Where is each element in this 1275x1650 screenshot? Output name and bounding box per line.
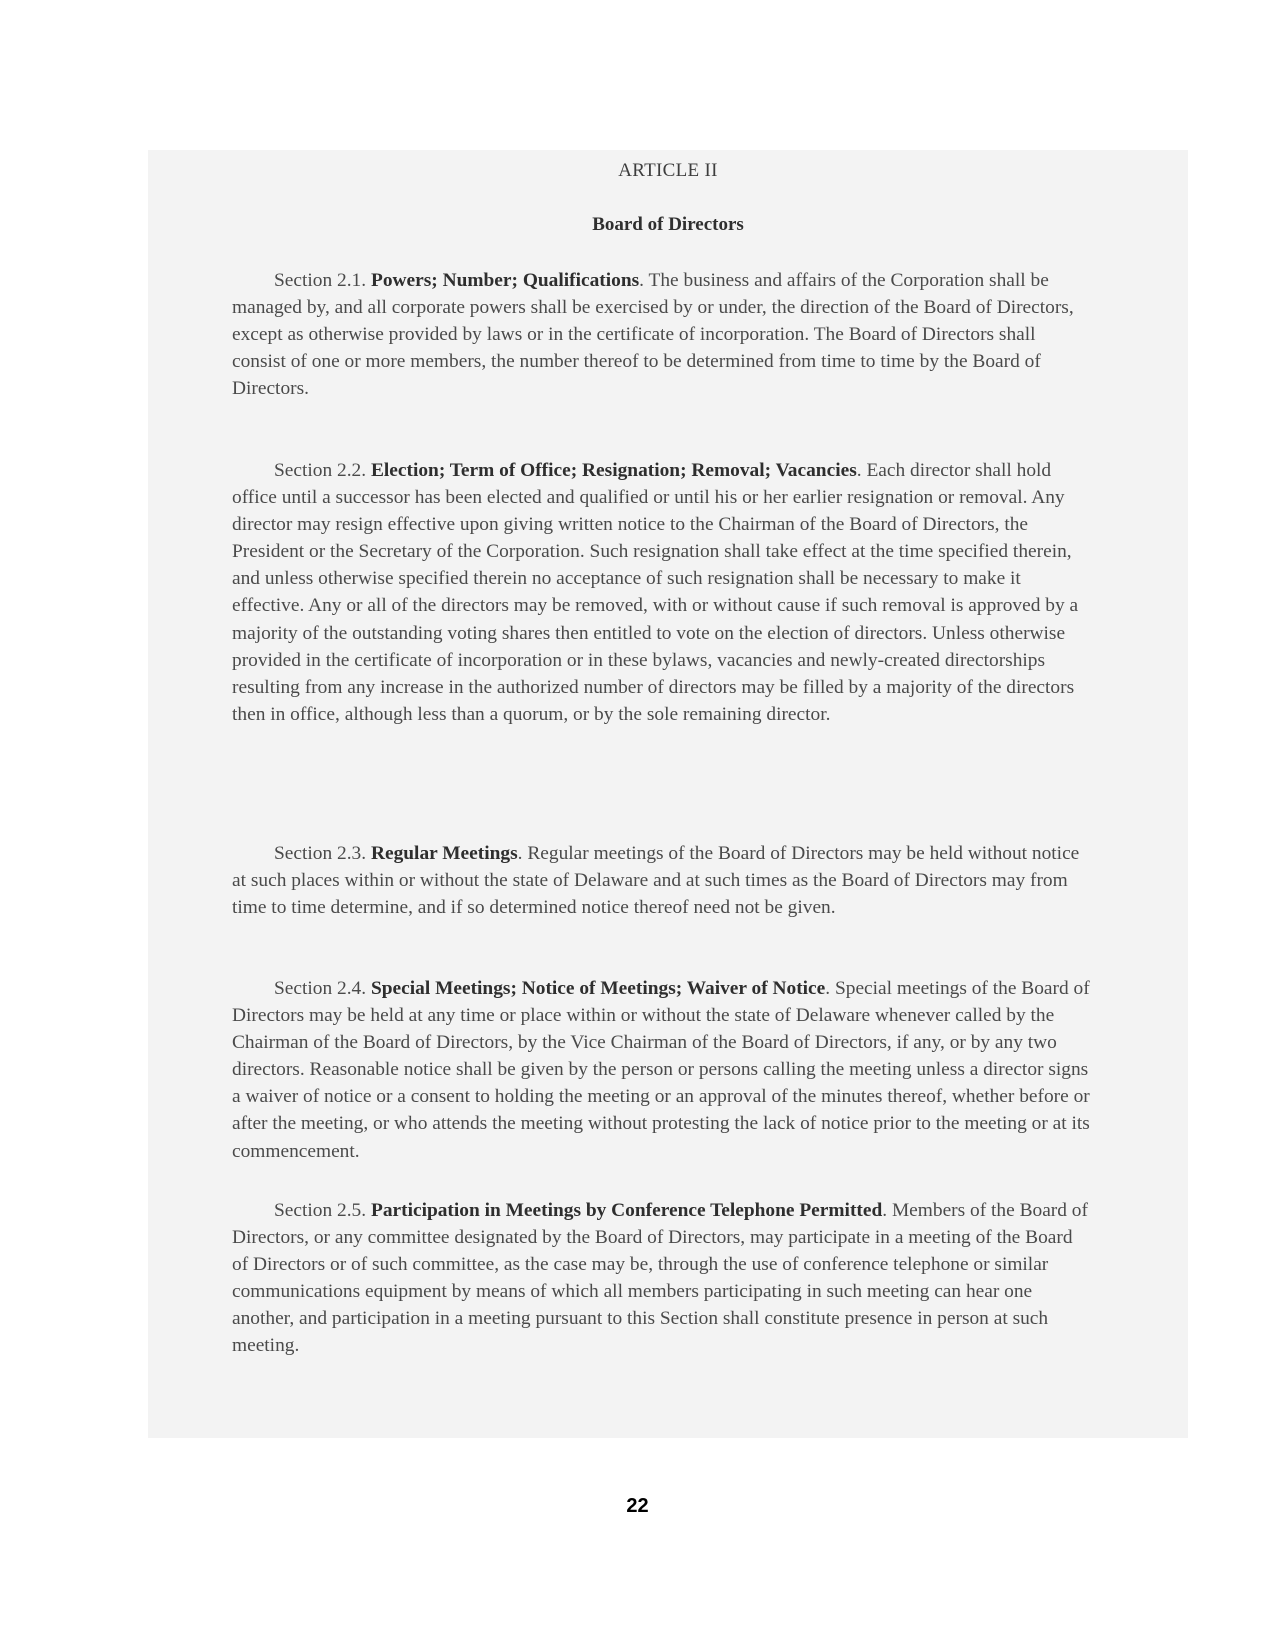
- section-body: . Members of the Board of Directors, or any committee designated by the Board of Directors, may participate in a meeting of the Board of Directors or of such committee, as the case may be, through the use of conference telephone or similar communications equipment by means of which all members participating in such meeting can hear one another, and participation in a meeting pursuant to this Section shall constitute presence in person at such meeting.: [232, 1200, 1088, 1357]
- article-number: ARTICLE II: [618, 160, 718, 181]
- section-number: Section 2.2.: [274, 460, 367, 481]
- section-body: . Each director shall hold office until a successor has been elected and qualified or until his or her earlier resignation or removal. Any director may resign effective upon giving written notice to the Chairman of the Board of Directors, the President or the Secretary of the Corporation. Such resignation shall take effect at the time specified therein, and unless otherwise specified therein no acceptance of such resignation shall be necessary to make it effective. Any or all of the directors may be removed, with or without cause if such removal is approved by a majority of the outstanding voting shares then entitled to vote on the election of directors. Unless otherwise provided in the certificate of incorporation or in these bylaws, vacancies and newly-created directorships resulting from any increase in the authorized number of directors may be filled by a majority of the directors then in office, although less than a quorum, or by the sole remaining director.: [232, 460, 1079, 725]
- section-number: Section 2.4.: [274, 978, 367, 999]
- section-body: . Special meetings of the Board of Directors may be held at any time or place within or without the state of Delaware whenever called by the Chairman of the Board of Directors, by the Vice Chairman of the Board of Directors, if any, or by any two directors. Reasonable notice shall be given by the person or persons calling the meeting unless a director signs a waiver of notice or a consent to holding the meeting or an approval of the minutes thereof, whether before or after the meeting, or who attends the meeting without protesting the lack of notice prior to the meeting or at its commencement.: [232, 978, 1090, 1162]
- section-title: Regular Meetings: [370, 843, 518, 864]
- section-title: Election; Term of Office; Resignation; Removal; Vacancies: [370, 460, 857, 481]
- scanned-page: [148, 150, 1188, 1438]
- section-title: Powers; Number; Qualifications: [370, 270, 640, 291]
- section-body: . The business and affairs of the Corporation shall be managed by, and all corporate powers shall be exercised by or under, the direction of the Board of Directors, except as otherwise provided by laws or in the certificate of incorporation. The Board of Directors shall consist of one or more members, the number thereof to be determined from time to time by the Board of Directors.: [232, 270, 1074, 400]
- section-paragraph: [232, 457, 1092, 728]
- section-paragraph: [232, 267, 1092, 402]
- section-title: Participation in Meetings by Conference Telephone Permitted: [370, 1200, 883, 1221]
- section-body: . Regular meetings of the Board of Directors may be held without notice at such places within or without the state of Delaware and at such times as the Board of Directors may from time to time determine, and if so determined notice thereof need not be given.: [232, 843, 1080, 919]
- article-heading: Board of Directors: [592, 214, 744, 235]
- page-number: 22: [626, 1495, 649, 1517]
- section-number: Section 2.1.: [274, 270, 367, 291]
- section-title: Special Meetings; Notice of Meetings; Waiver of Notice: [370, 978, 826, 999]
- section-paragraph: [232, 1197, 1092, 1360]
- section-number: Section 2.3.: [274, 843, 367, 864]
- section-paragraph: [232, 840, 1092, 921]
- section-paragraph: [232, 975, 1092, 1165]
- section-number: Section 2.5.: [274, 1200, 367, 1221]
